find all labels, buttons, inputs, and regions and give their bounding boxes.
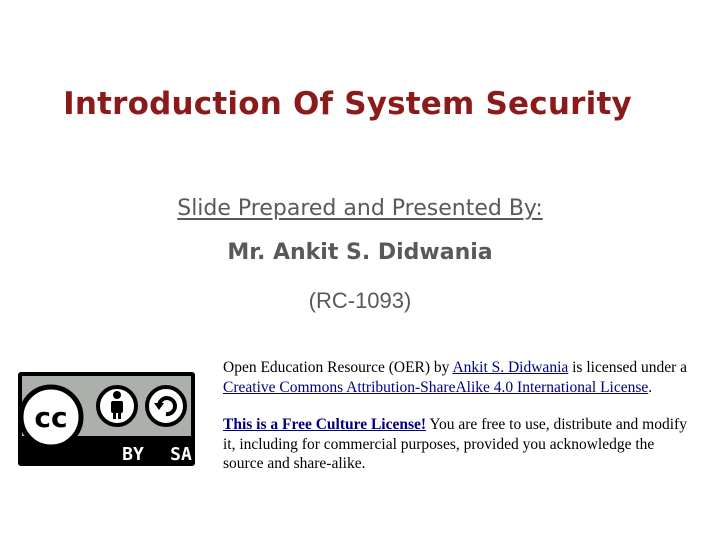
prepared-by-label: Slide Prepared and Presented By: xyxy=(177,196,543,221)
free-culture-paragraph: This is a Free Culture License! You are free to use, distribute and modify it, including for commercial purposes, provided you acknowledge the source and share-alike. xyxy=(223,416,687,472)
presenter-id: (RC-1093) xyxy=(308,288,412,313)
presenter-name: Mr. Ankit S. Didwania xyxy=(227,240,493,265)
cc-icon xyxy=(21,387,81,447)
free-culture-link[interactable]: This is a Free Culture License! xyxy=(223,416,427,433)
attribution-person-icon xyxy=(98,387,136,425)
cc-by-sa-logo xyxy=(18,372,195,466)
license-paragraph: Open Education Resource (OER) by Ankit S. Didwania is licensed under a Creative Commons Attribution-ShareAlike 4.0 International License. xyxy=(223,359,688,396)
sa-label: SA xyxy=(170,444,192,465)
by-label: BY xyxy=(122,444,144,465)
license-notice xyxy=(223,358,693,474)
slide-title: Introduction Of System Security xyxy=(63,86,632,122)
cc-by-sa-badge[interactable] xyxy=(18,372,195,466)
svg-text:cc: cc xyxy=(34,401,68,434)
share-alike-icon xyxy=(147,387,185,425)
license-link[interactable]: Creative Commons Attribution-ShareAlike 4.0 International License xyxy=(223,378,649,396)
author-link[interactable]: Ankit S. Didwania xyxy=(452,359,569,376)
